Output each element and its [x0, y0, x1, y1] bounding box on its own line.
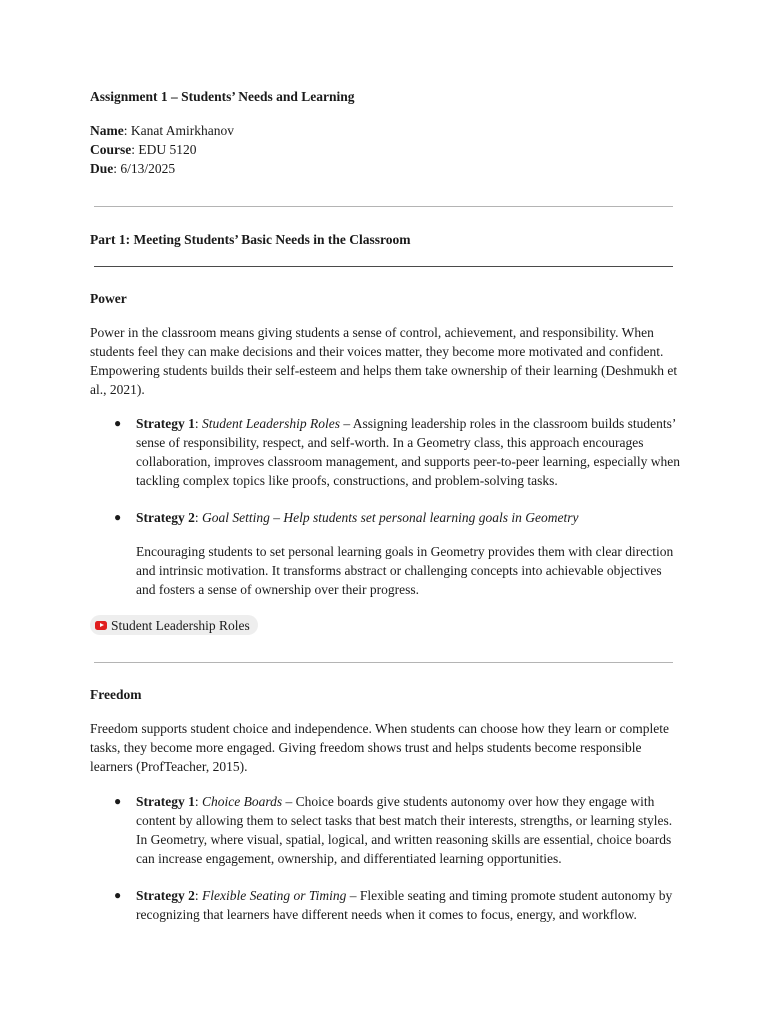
strategy-title: Flexible Seating or Timing –: [202, 888, 357, 903]
bullet-icon: ●: [114, 416, 122, 430]
bullet-icon: ●: [114, 794, 122, 808]
assignment-title: Assignment 1 – Students’ Needs and Learning: [90, 89, 355, 104]
divider: [94, 266, 673, 267]
part1-heading: Part 1: Meeting Students’ Basic Needs in the Classroom: [90, 232, 411, 247]
strategy-colon: :: [194, 794, 202, 809]
strategy-text: Flexible seating and timing promote student autonomy by recognizing that learners have different needs when it comes to focus, energy, and workflow.: [136, 888, 673, 922]
strategy-colon: :: [194, 888, 202, 903]
freedom-heading: Freedom: [90, 687, 142, 702]
freedom-strategy-2: [114, 886, 682, 924]
freedom-strategy-1: [114, 792, 682, 868]
freedom-paragraph: Freedom supports student choice and independence. When students can choose how they learn or complete tasks, they become more engaged. Giving freedom shows trust and helps students become responsible learners (ProfTeacher, 2015).: [90, 721, 669, 774]
course-line: [90, 140, 682, 159]
course-label: Course: [90, 142, 132, 157]
video-link-chip[interactable]: [90, 615, 258, 635]
strategy-text: Assigning leadership roles in the classroom builds students’ sense of responsibility, respect, and self-worth. In a Geometry class, this approach encourages collaboration, improves classroom management, and supports peer-to-peer learning, especially when tackling complex topics like proofs, constructions, and problem-solving tasks.: [136, 416, 681, 488]
strategy-title: Student Leadership Roles –: [202, 416, 351, 431]
bullet-icon: ●: [114, 888, 122, 902]
course-value: : EDU 5120: [131, 142, 197, 157]
strategy-label: Strategy 1: [136, 794, 195, 809]
strategy-label: Strategy 2: [136, 510, 195, 525]
strategy-label: Strategy 1: [136, 416, 195, 431]
strategy-colon: :: [194, 416, 202, 431]
power-heading: Power: [90, 291, 127, 306]
divider: [94, 206, 673, 207]
name-line: [90, 121, 682, 140]
due-value: : 6/13/2025: [113, 161, 176, 176]
name-label: Name: [90, 123, 124, 138]
strategy-title: Goal Setting – Help students set personal learning goals in Geometry: [202, 510, 579, 525]
youtube-icon: [95, 621, 107, 630]
strategy-colon: :: [194, 510, 202, 525]
strategy-label: Strategy 2: [136, 888, 195, 903]
due-label: Due: [90, 161, 114, 176]
power-strategy-2-paragraph: Encouraging students to set personal learning goals in Geometry provides them with clear direction and intrinsic motivation. It transforms abstract or challenging concepts into achievable objectives and fosters a sense of ownership over their progress.: [136, 544, 674, 597]
strategy-text: Choice boards give students autonomy over how they engage with content by allowing them to select tasks that best match their interests, strengths, or learning styles. In Geometry, where visual, spatial, logical, and written reasoning skills are essential, choice boards can increase engagement, ownership, and differentiated learning opportunities.: [136, 794, 673, 866]
strategy-title: Choice Boards –: [202, 794, 293, 809]
divider: [94, 662, 673, 663]
video-link-label[interactable]: Student Leadership Roles: [111, 617, 250, 633]
power-strategy-1: [114, 414, 682, 490]
power-paragraph: Power in the classroom means giving students a sense of control, achievement, and responsibility. When students feel they can make decisions and their voices matter, they become more motivated and confident. Empowering students builds their self-esteem and helps them take ownership of their learning (Deshmukh et al., 2021).: [90, 325, 678, 397]
bullet-icon: ●: [114, 510, 122, 524]
power-strategy-2: [114, 508, 682, 527]
meta-block: [90, 121, 682, 178]
name-value: : Kanat Amirkhanov: [123, 123, 234, 138]
due-line: [90, 159, 682, 178]
